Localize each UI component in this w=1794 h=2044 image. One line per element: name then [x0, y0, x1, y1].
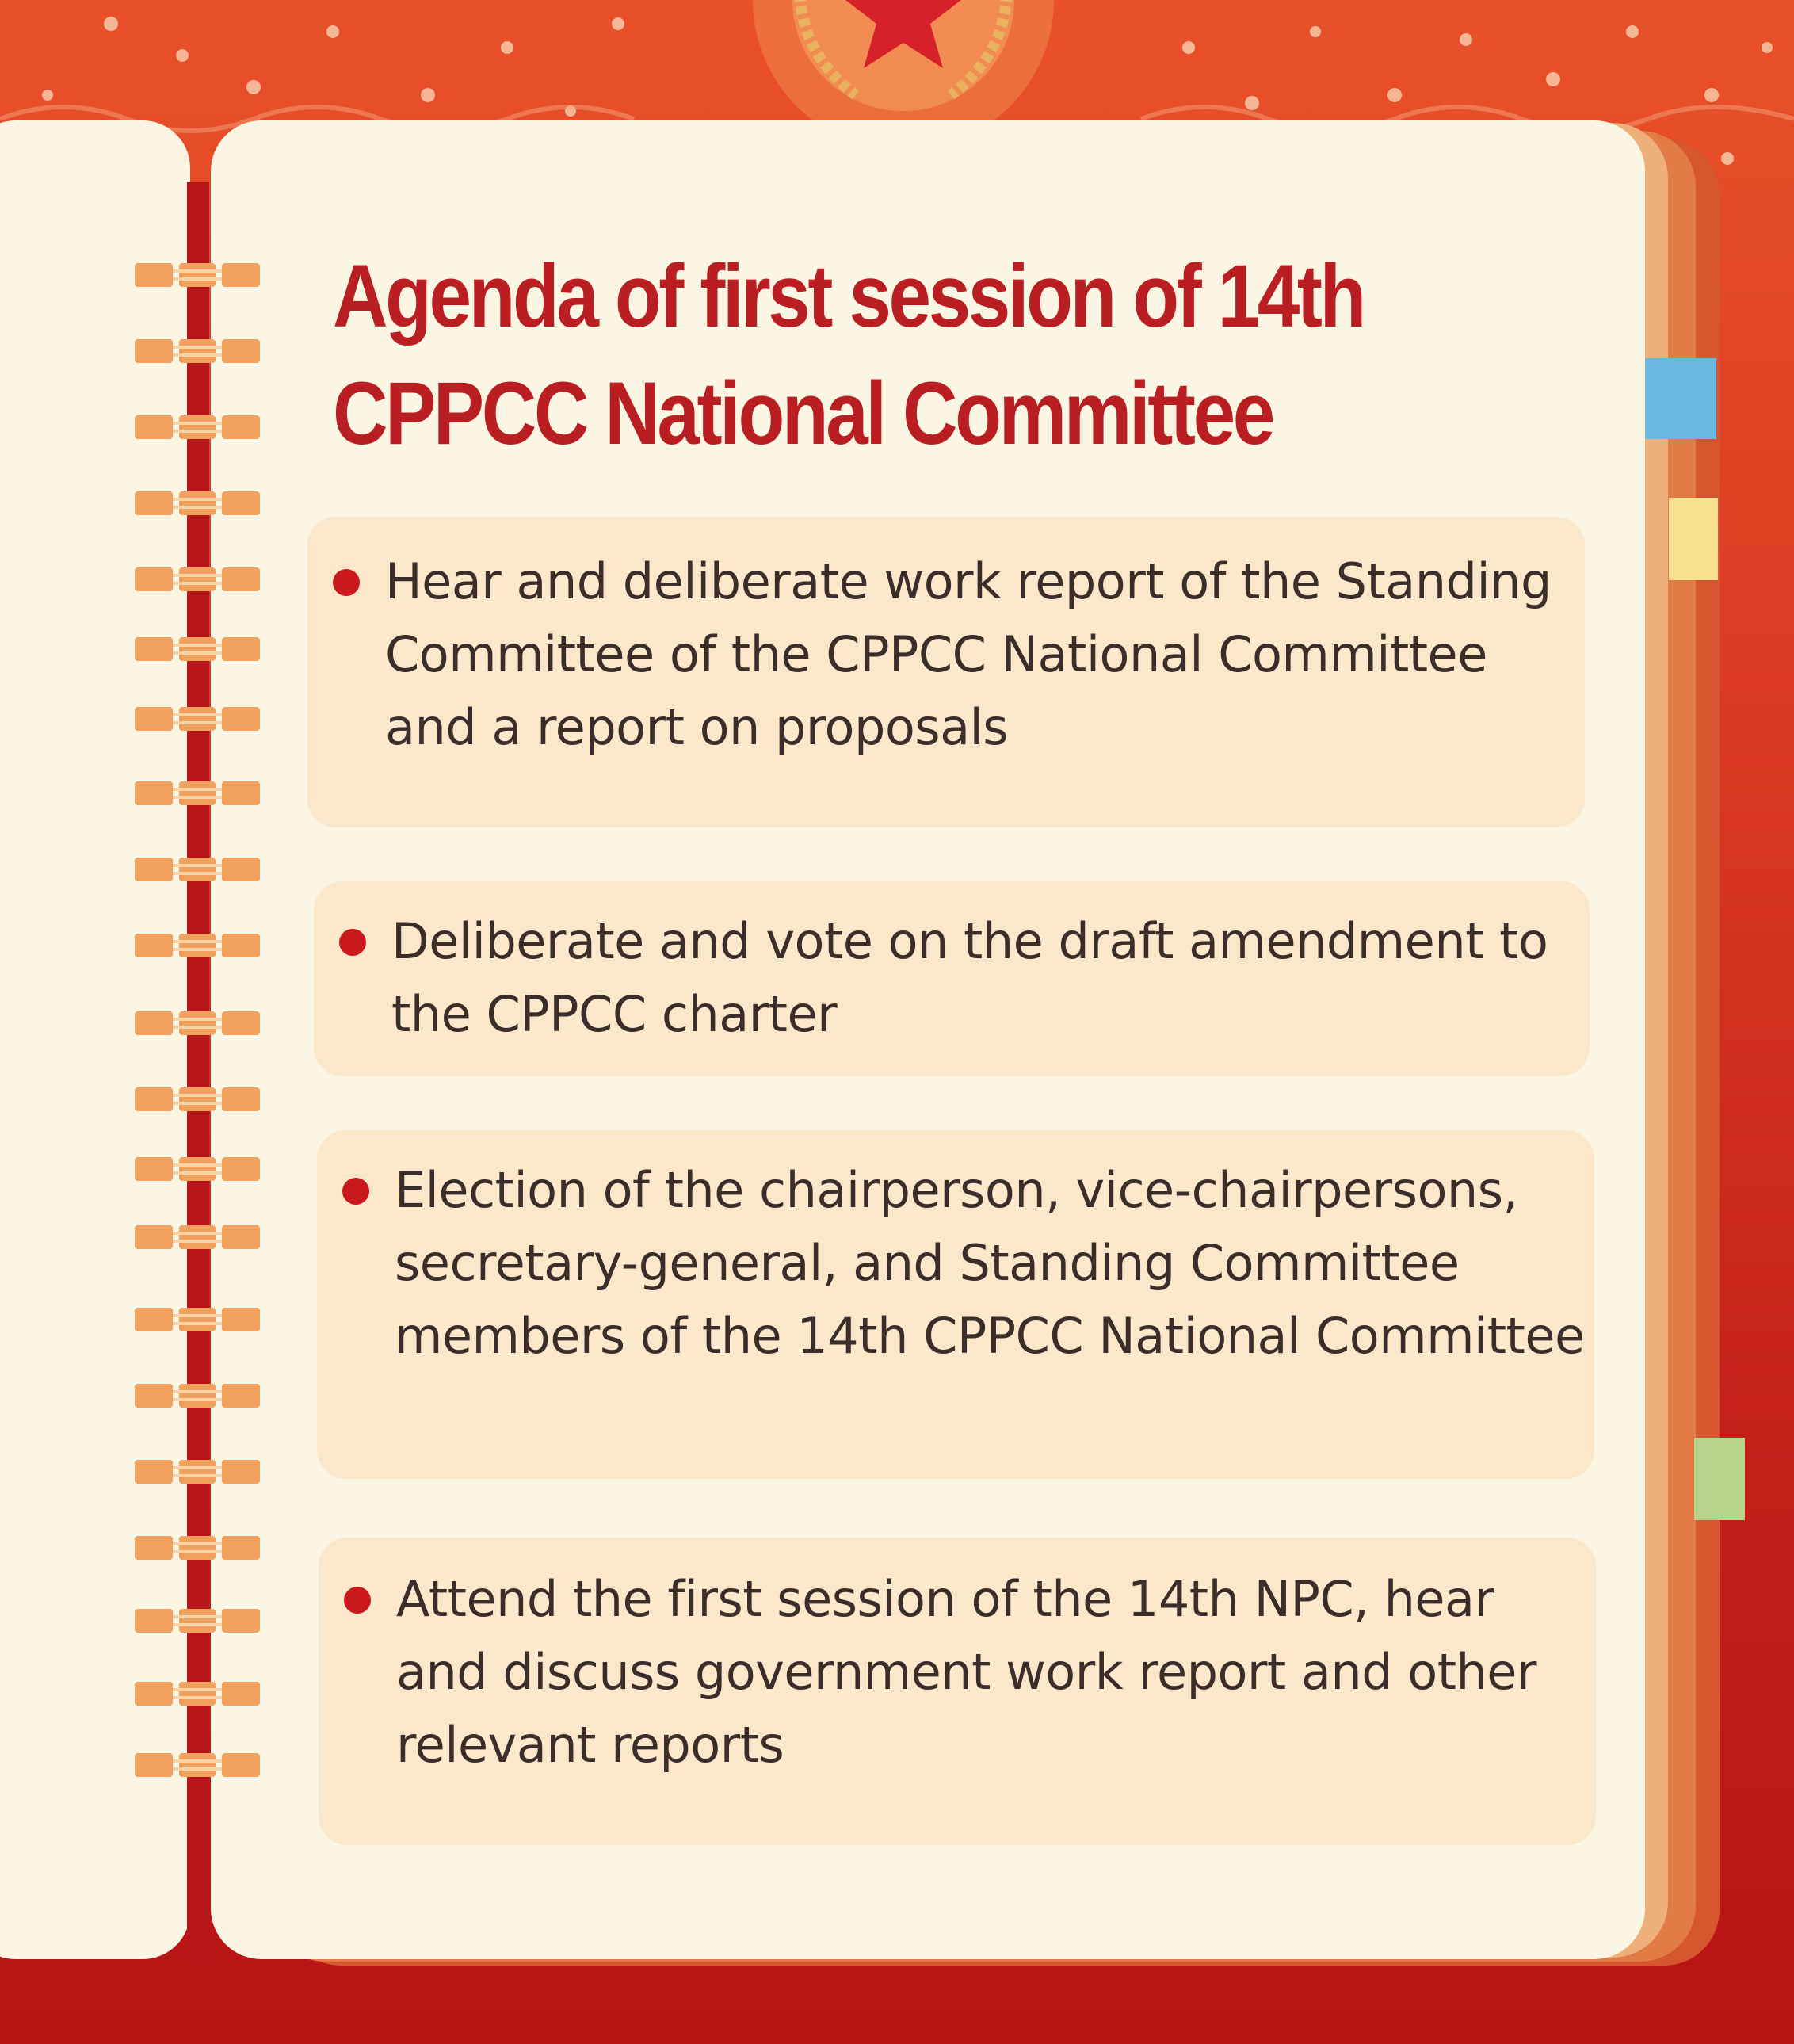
- agenda-item-text: Hear and deliberate work report of the Standing Committee of the CPPCC National Committee and a report on proposals: [385, 552, 1552, 756]
- agenda-item-text: Attend the first session of the 14th NPC, hear and discuss government work report and other relevant reports: [396, 1570, 1536, 1774]
- agenda-item: [307, 517, 1585, 827]
- agenda-item-text: Election of the chairperson, vice-chairpersons, secretary-general, and Standing Committee members of the 14th CPPCC National Committee: [395, 1161, 1585, 1365]
- spiral-ring-icon: [135, 491, 260, 515]
- spiral-ring-icon: [135, 934, 260, 957]
- spiral-ring-icon: [135, 1157, 260, 1181]
- bullet-dot-icon: [339, 929, 366, 956]
- bullet-dot-icon: [344, 1587, 371, 1614]
- green-index-tab: [1694, 1438, 1745, 1520]
- spiral-ring-icon: [135, 1384, 260, 1408]
- spiral-ring-icon: [135, 1308, 260, 1331]
- spiral-ring-icon: [135, 567, 260, 591]
- bullet-dot-icon: [342, 1178, 369, 1205]
- spiral-ring-icon: [135, 339, 260, 363]
- spiral-ring-icon: [135, 1225, 260, 1249]
- blue-index-tab: [1645, 358, 1716, 439]
- agenda-item: [319, 1538, 1596, 1845]
- page-title: Agenda of first session of 14th CPPCC National Committee: [333, 246, 1364, 463]
- spiral-ring-icon: [135, 781, 260, 805]
- spiral-ring-icon: [135, 263, 260, 287]
- spiral-ring-icon: [135, 1460, 260, 1484]
- agenda-item: [317, 1130, 1594, 1479]
- agenda-item-text: Deliberate and vote on the draft amendment to the CPPCC charter: [391, 912, 1548, 1043]
- spiral-ring-icon: [135, 1087, 260, 1111]
- spiral-ring-icon: [135, 1753, 260, 1777]
- spiral-ring-icon: [135, 1682, 260, 1706]
- spiral-ring-icon: [135, 1609, 260, 1633]
- spiral-ring-icon: [135, 1011, 260, 1035]
- spiral-ring-icon: [135, 1536, 260, 1560]
- spiral-ring-icon: [135, 707, 260, 731]
- spiral-ring-icon: [135, 858, 260, 881]
- yellow-index-tab: [1669, 498, 1718, 580]
- bullet-dot-icon: [333, 569, 360, 596]
- agenda-item: [314, 881, 1590, 1076]
- spiral-ring-icon: [135, 637, 260, 661]
- spiral-ring-icon: [135, 415, 260, 439]
